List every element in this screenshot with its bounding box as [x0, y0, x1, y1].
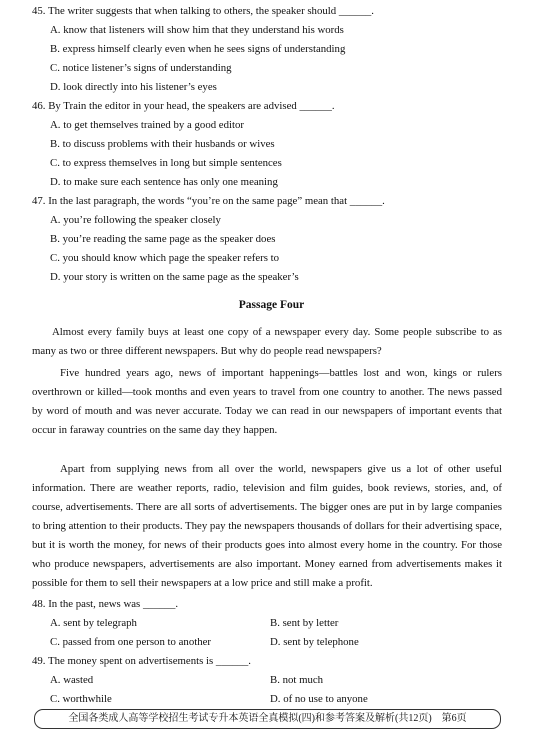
question-49-option-a: A. wasted: [50, 674, 94, 686]
passage-title: Passage Four: [238, 299, 305, 311]
question-49-option-c: C. worthwhile: [50, 693, 112, 705]
question-49-option-d: D. of no use to anyone: [270, 693, 368, 705]
question-47-stem: 47. In the last paragraph, the words “you’re on the same page” mean that ______.: [32, 195, 385, 207]
question-45-option-d: D. look directly into his listener’s eyes: [50, 81, 217, 93]
question-46-option-c: C. to express themselves in long but simple sentences: [50, 157, 282, 169]
question-45-stem: 45. The writer suggests that when talking to others, the speaker should ______.: [32, 5, 374, 17]
page-footer: 全国各类成人高等学校招生考试专升本英语全真模拟(四)和参考答案及解析(共12页) 第6页: [34, 709, 501, 729]
question-48-option-a: A. sent by telegraph: [50, 617, 137, 629]
passage-paragraph-2: Five hundred years ago, news of important happenings—battles lost and won, kings or rulers overthrown or killed—took months and even years to travel from one country to another. The news passed by word of mouth and was never accurate. Today we can read in our newspapers of important events that occur in faraway countries on the same day they happen.: [32, 367, 502, 436]
question-48-stem: 48. In the past, news was ______.: [32, 598, 179, 610]
question-45-option-a: A. know that listeners will show him that they understand his words: [50, 24, 344, 36]
question-46-option-b: B. to discuss problems with their husbands or wives: [50, 138, 275, 150]
question-47-option-a: A. you’re following the speaker closely: [50, 214, 221, 226]
question-49-stem: 49. The money spent on advertisements is ______.: [32, 655, 252, 667]
question-49-option-b: B. not much: [270, 674, 324, 686]
question-48-option-d: D. sent by telephone: [270, 636, 359, 648]
question-46-option-d: D. to make sure each sentence has only one meaning: [50, 176, 278, 188]
question-46-stem: 46. By Train the editor in your head, the speakers are advised ______.: [32, 100, 335, 112]
question-47-option-b: B. you’re reading the same page as the speaker does: [50, 233, 276, 245]
question-47-option-c: C. you should know which page the speaker refers to: [50, 252, 280, 264]
passage-paragraph-3: Apart from supplying news from all over the world, newspapers give us a lot of other useful information. There are weather reports, radio, television and film guides, book reviews, stories, and, of course, advertisements. There are all sorts of advertisements. The bigger ones are put in by large companies to bring attention to their products. They pay the newspapers thousands of dollars for their advertising space, but it is worth the money, for news of their products goes into almost every home in the country. For those who produce newspapers, advertisements are also important. Money earned from advertisements makes it possible for them to sell their newspapers at a low price and still make a profit.: [32, 463, 502, 589]
passage-paragraph-1: Almost every family buys at least one copy of a newspaper every day. Some people subscribe to as many as two or three different newspapers. But why do people read newspapers?: [32, 326, 502, 357]
question-45-option-b: B. express himself clearly even when he sees signs of understanding: [50, 43, 346, 55]
question-48-option-b: B. sent by letter: [270, 617, 339, 629]
question-45-option-c: C. notice listener’s signs of understanding: [50, 62, 232, 74]
question-47-option-d: D. your story is written on the same page as the speaker’s: [50, 271, 299, 283]
question-48-option-c: C. passed from one person to another: [50, 636, 212, 648]
question-46-option-a: A. to get themselves trained by a good editor: [50, 119, 244, 131]
